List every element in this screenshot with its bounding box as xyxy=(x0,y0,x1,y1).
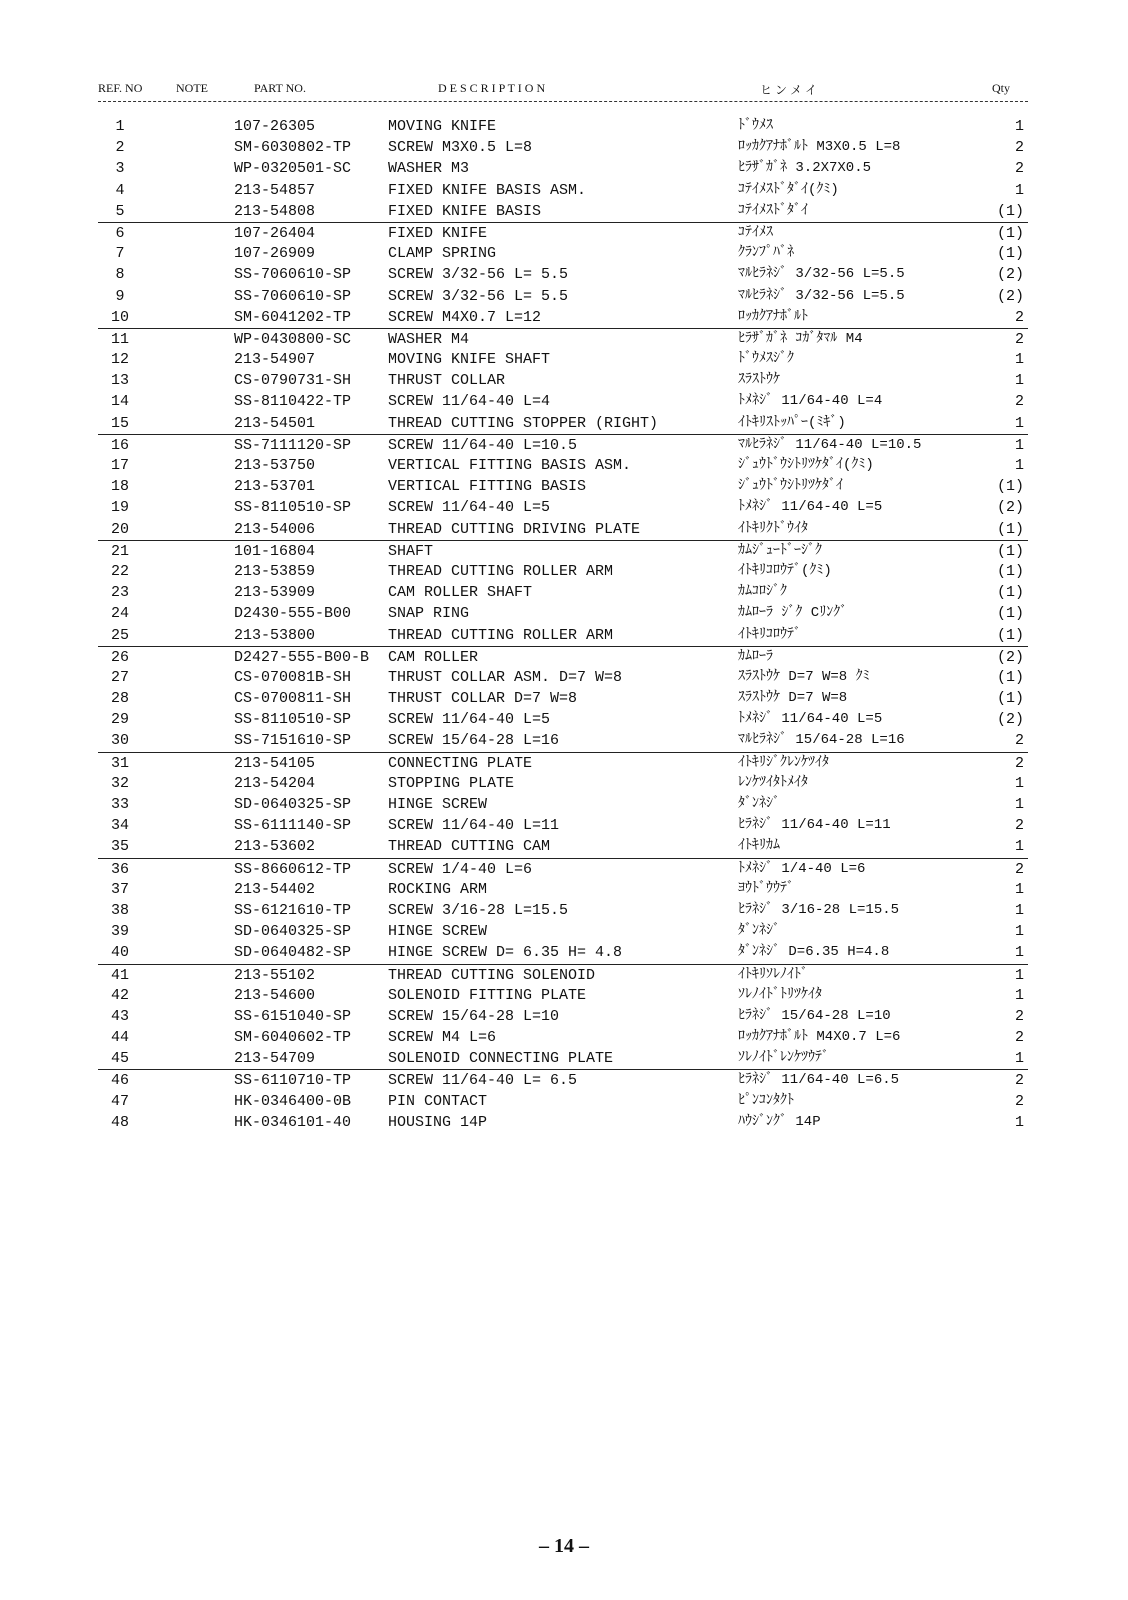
kana-name-cell: ｺﾃｲﾒｽﾄﾞﾀﾞｲ xyxy=(738,202,808,219)
kana-name-cell: ﾏﾙﾋﾗﾈｼﾞ 3/32-56 L=5.5 xyxy=(738,287,905,304)
table-row xyxy=(98,646,1028,667)
table-row xyxy=(98,201,1028,222)
qty-cell: (2) xyxy=(996,711,1024,729)
kana-name-cell: ｿﾚﾉｲﾄﾞﾚﾝｹﾂｳﾃﾞ xyxy=(738,1050,829,1067)
description-cell: WASHER M3 xyxy=(388,160,470,178)
table-row xyxy=(98,667,1028,688)
qty-cell: 2 xyxy=(1014,754,1024,772)
description-cell: THREAD CUTTING STOPPER (RIGHT) xyxy=(388,414,659,432)
qty-cell: (1) xyxy=(996,584,1024,602)
qty-cell: (1) xyxy=(996,245,1024,263)
qty-cell: 2 xyxy=(1014,1007,1024,1025)
qty-cell: 2 xyxy=(1014,1029,1024,1047)
description-cell: PIN CONTACT xyxy=(388,1092,488,1110)
part-no-cell: 213-53701 xyxy=(234,478,316,496)
qty-cell: 1 xyxy=(1014,774,1024,792)
part-no-cell: 213-53859 xyxy=(234,562,316,580)
kana-name-cell: ﾋﾗﾈｼﾞ 11/64-40 L=6.5 xyxy=(738,1072,900,1089)
part-no-cell: SS-8110510-SP xyxy=(234,499,352,517)
ref-no-cell: 5 xyxy=(115,202,125,220)
qty-cell: 2 xyxy=(1014,817,1024,835)
part-no-cell: HK-0346400-0B xyxy=(234,1092,352,1110)
description-cell: MOVING KNIFE SHAFT xyxy=(388,351,551,369)
part-no-cell: SM-6040602-TP xyxy=(234,1029,352,1047)
kana-name-cell: ｸﾗﾝﾌﾟﾊﾞﾈ xyxy=(738,245,794,262)
qty-cell: 2 xyxy=(1014,330,1024,348)
ref-no-cell: 14 xyxy=(110,393,129,411)
header-kana: ヒ ン メ イ xyxy=(760,83,818,97)
description-cell: CONNECTING PLATE xyxy=(388,754,533,772)
ref-no-cell: 34 xyxy=(110,817,129,835)
kana-name-cell: ﾄﾞｳﾒｽｼﾞｸ xyxy=(738,351,794,368)
ref-no-cell: 48 xyxy=(110,1113,129,1131)
table-row xyxy=(98,773,1028,794)
ref-no-cell: 1 xyxy=(115,118,125,135)
description-cell: SCREW 15/64-28 L=10 xyxy=(388,1007,560,1025)
parts-table xyxy=(98,116,1028,1133)
qty-cell: 1 xyxy=(1014,880,1024,898)
kana-name-cell: ﾀﾞﾝﾈｼﾞ xyxy=(738,923,780,940)
description-cell: SHAFT xyxy=(388,542,434,560)
table-row xyxy=(98,349,1028,370)
ref-no-cell: 12 xyxy=(110,351,129,369)
kana-name-cell: ｽﾗｽﾄｳｹ xyxy=(738,372,780,389)
kana-name-cell: ﾀﾞﾝﾈｼﾞ xyxy=(738,796,780,812)
part-no-cell: SS-7111120-SP xyxy=(234,436,352,454)
description-cell: HINGE SCREW xyxy=(388,923,488,941)
table-row xyxy=(98,455,1028,476)
ref-no-cell: 46 xyxy=(110,1072,129,1090)
table-row xyxy=(98,519,1028,540)
ref-no-cell: 40 xyxy=(110,944,129,962)
part-no-cell: 213-54857 xyxy=(234,181,316,199)
description-cell: CAM ROLLER xyxy=(388,648,479,666)
table-row xyxy=(98,497,1028,518)
qty-cell: 1 xyxy=(1014,923,1024,941)
ref-no-cell: 3 xyxy=(115,160,125,178)
part-no-cell: SS-6121610-TP xyxy=(234,901,352,919)
table-row xyxy=(98,413,1028,434)
kana-name-cell: ｽﾗｽﾄｳｹ D=7 W=8 ｸﾐ xyxy=(738,668,870,685)
header-note: NOTE xyxy=(176,81,208,95)
description-cell: SCREW 11/64-40 L= 6.5 xyxy=(388,1072,578,1090)
header-ref-no: REF. NO xyxy=(98,81,143,95)
table-row xyxy=(98,222,1028,243)
table-row xyxy=(98,752,1028,773)
part-no-cell: WP-0430800-SC xyxy=(234,330,352,348)
table-row xyxy=(98,158,1028,179)
table-row xyxy=(98,391,1028,412)
qty-cell: (2) xyxy=(996,499,1024,517)
ref-no-cell: 15 xyxy=(110,414,129,432)
description-cell: SCREW 11/64-40 L=5 xyxy=(388,499,551,517)
description-cell: VERTICAL FITTING BASIS xyxy=(388,478,587,496)
ref-no-cell: 11 xyxy=(110,330,129,348)
kana-name-cell: ﾛｯｶｸｱﾅﾎﾞﾙﾄ M4X0.7 L=6 xyxy=(738,1029,901,1046)
page-number: – 14 – xyxy=(539,1535,589,1557)
part-no-cell: 213-54808 xyxy=(234,202,316,220)
description-cell: FIXED KNIFE BASIS ASM. xyxy=(388,181,587,199)
qty-cell: 1 xyxy=(1014,118,1024,135)
qty-cell: 1 xyxy=(1014,944,1024,962)
header-qty: Qty xyxy=(992,81,1010,95)
qty-cell: (2) xyxy=(996,287,1024,305)
part-no-cell: D2427-555-B00-B xyxy=(234,648,370,666)
ref-no-cell: 30 xyxy=(110,732,129,750)
table-row xyxy=(98,603,1028,624)
header-part-no: PART NO. xyxy=(254,81,306,95)
ref-no-cell: 28 xyxy=(110,690,129,708)
kana-name-cell: ｶﾑﾛｰﾗ ｼﾞｸ Cﾘﾝｸﾞ xyxy=(738,605,848,622)
kana-name-cell: ﾚﾝｹﾂｲﾀﾄﾒｲﾀ xyxy=(738,774,808,791)
ref-no-cell: 20 xyxy=(110,520,129,538)
kana-name-cell: ﾋﾗﾈｼﾞ 15/64-28 L=10 xyxy=(738,1007,891,1024)
ref-no-cell: 33 xyxy=(110,796,129,813)
part-no-cell: 107-26305 xyxy=(234,118,316,135)
kana-name-cell: ｿﾚﾉｲﾄﾞﾄﾘﾂｹｲﾀ xyxy=(738,986,822,1003)
ref-no-cell: 45 xyxy=(110,1050,129,1068)
part-no-cell: 213-53750 xyxy=(234,457,316,474)
part-no-cell: 107-26404 xyxy=(234,224,316,242)
ref-no-cell: 26 xyxy=(110,648,129,666)
kana-name-cell: ﾛｯｶｸｱﾅﾎﾞﾙﾄ xyxy=(738,308,808,325)
table-row xyxy=(98,625,1028,646)
qty-cell: (1) xyxy=(996,626,1024,644)
table-row xyxy=(98,540,1028,561)
column-header xyxy=(98,79,1028,102)
description-cell: MOVING KNIFE xyxy=(388,118,497,135)
table-row xyxy=(98,942,1028,963)
kana-name-cell: ﾋﾗｻﾞｶﾞﾈ ｺｶﾞﾀﾏﾙ M4 xyxy=(738,330,863,347)
kana-name-cell: ﾏﾙﾋﾗﾈｼﾞ 15/64-28 L=16 xyxy=(738,732,905,749)
description-cell: HINGE SCREW D= 6.35 H= 4.8 xyxy=(388,944,623,962)
description-cell: SCREW 3/32-56 L= 5.5 xyxy=(388,287,569,305)
table-row xyxy=(98,1091,1028,1112)
part-no-cell: CS-0790731-SH xyxy=(234,372,352,390)
part-no-cell: 107-26909 xyxy=(234,245,316,263)
part-no-cell: CS-070081B-SH xyxy=(234,668,352,686)
kana-name-cell: ｲﾄｷﾘｶﾑ xyxy=(738,838,780,855)
qty-cell: 1 xyxy=(1014,181,1024,199)
part-no-cell: SS-6151040-SP xyxy=(234,1007,352,1025)
qty-cell: 1 xyxy=(1014,838,1024,856)
part-no-cell: SM-6041202-TP xyxy=(234,308,352,326)
table-row xyxy=(98,434,1028,455)
description-cell: SOLENOID CONNECTING PLATE xyxy=(388,1050,614,1068)
qty-cell: (1) xyxy=(996,478,1024,496)
header-description: D E S C R I P T I O N xyxy=(438,81,546,95)
ref-no-cell: 41 xyxy=(110,966,129,984)
description-cell: HOUSING 14P xyxy=(388,1113,488,1131)
ref-no-cell: 25 xyxy=(110,626,129,644)
ref-no-cell: 35 xyxy=(110,838,129,856)
ref-no-cell: 18 xyxy=(110,478,129,496)
kana-name-cell: ﾄﾒﾈｼﾞ 1/4-40 L=6 xyxy=(738,860,866,877)
table-row xyxy=(98,1048,1028,1069)
qty-cell: (1) xyxy=(996,605,1024,623)
table-row xyxy=(98,709,1028,730)
kana-name-cell: ﾖｳﾄﾞｳｳﾃﾞ xyxy=(738,880,794,897)
description-cell: THREAD CUTTING DRIVING PLATE xyxy=(388,520,641,538)
part-no-cell: SS-6111140-SP xyxy=(234,817,352,835)
kana-name-cell: ﾋﾗｻﾞｶﾞﾈ 3.2X7X0.5 xyxy=(738,160,872,177)
kana-name-cell: ﾄﾒﾈｼﾞ 11/64-40 L=5 xyxy=(738,499,883,516)
table-row xyxy=(98,328,1028,349)
part-no-cell: SD-0640325-SP xyxy=(234,796,352,813)
part-no-cell: SS-7060610-SP xyxy=(234,287,352,305)
kana-name-cell: ﾄﾒﾈｼﾞ 11/64-40 L=5 xyxy=(738,711,883,728)
qty-cell: (2) xyxy=(996,648,1024,666)
ref-no-cell: 2 xyxy=(115,139,125,157)
qty-cell: 1 xyxy=(1014,1113,1024,1131)
description-cell: SCREW M3X0.5 L=8 xyxy=(388,139,533,157)
kana-name-cell: ｶﾑｺﾛｼﾞｸ xyxy=(738,584,787,601)
description-cell: FIXED KNIFE xyxy=(388,224,488,242)
description-cell: CLAMP SPRING xyxy=(388,245,497,263)
part-no-cell: SS-8660612-TP xyxy=(234,860,352,878)
qty-cell: (1) xyxy=(996,690,1024,708)
ref-no-cell: 37 xyxy=(110,880,129,898)
qty-cell: (1) xyxy=(996,520,1024,538)
description-cell: SCREW 1/4-40 L=6 xyxy=(388,860,533,878)
description-cell: THREAD CUTTING SOLENOID xyxy=(388,966,596,984)
kana-name-cell: ﾋﾗﾈｼﾞ 11/64-40 L=11 xyxy=(738,817,891,834)
description-cell: THREAD CUTTING ROLLER ARM xyxy=(388,562,614,580)
ref-no-cell: 39 xyxy=(110,923,129,941)
table-row xyxy=(98,985,1028,1006)
ref-no-cell: 38 xyxy=(110,901,129,919)
description-cell: HINGE SCREW xyxy=(388,796,488,813)
qty-cell: 1 xyxy=(1014,986,1024,1004)
ref-no-cell: 31 xyxy=(110,754,129,772)
kana-name-cell: ﾄﾞｳﾒｽ xyxy=(738,118,773,134)
kana-name-cell: ｲﾄｷﾘｿﾚﾉｲﾄﾞ xyxy=(738,966,808,983)
ref-no-cell: 9 xyxy=(115,287,125,305)
kana-name-cell: ﾋﾗﾈｼﾞ 3/16-28 L=15.5 xyxy=(738,901,900,918)
kana-name-cell: ﾏﾙﾋﾗﾈｼﾞ 11/64-40 L=10.5 xyxy=(738,436,922,453)
part-no-cell: 213-53602 xyxy=(234,838,316,856)
description-cell: SCREW 11/64-40 L=11 xyxy=(388,817,560,835)
table-row xyxy=(98,582,1028,603)
part-no-cell: SS-8110510-SP xyxy=(234,711,352,729)
ref-no-cell: 42 xyxy=(110,986,129,1004)
description-cell: THRUST COLLAR xyxy=(388,372,506,390)
description-cell: THREAD CUTTING CAM xyxy=(388,838,551,856)
part-no-cell: 213-54006 xyxy=(234,520,316,538)
qty-cell: 1 xyxy=(1014,796,1024,813)
ref-no-cell: 13 xyxy=(110,372,129,390)
qty-cell: 2 xyxy=(1014,308,1024,326)
table-row xyxy=(98,964,1028,985)
qty-cell: 1 xyxy=(1014,351,1024,369)
table-row xyxy=(98,921,1028,942)
qty-cell: 1 xyxy=(1014,414,1024,432)
kana-name-cell: ﾏﾙﾋﾗﾈｼﾞ 3/32-56 L=5.5 xyxy=(738,266,905,283)
part-no-cell: 213-54105 xyxy=(234,754,316,772)
kana-name-cell: ｲﾄｷﾘｺﾛｳﾃﾞ xyxy=(738,626,801,643)
part-no-cell: 213-54600 xyxy=(234,986,316,1004)
ref-no-cell: 21 xyxy=(110,542,129,560)
part-no-cell: SD-0640482-SP xyxy=(234,944,352,962)
table-row xyxy=(98,1069,1028,1090)
qty-cell: (2) xyxy=(996,266,1024,284)
qty-cell: 2 xyxy=(1014,393,1024,411)
part-no-cell: 101-16804 xyxy=(234,542,316,560)
description-cell: THRUST COLLAR ASM. D=7 W=8 xyxy=(388,668,623,686)
ref-no-cell: 36 xyxy=(110,860,129,878)
part-no-cell: WP-0320501-SC xyxy=(234,160,352,178)
kana-name-cell: ﾊｳｼﾞﾝｸﾞ 14P xyxy=(738,1113,821,1130)
qty-cell: 2 xyxy=(1014,1072,1024,1090)
table-row xyxy=(98,836,1028,857)
ref-no-cell: 24 xyxy=(110,605,129,623)
table-row xyxy=(98,858,1028,879)
table-row xyxy=(98,561,1028,582)
table-row xyxy=(98,688,1028,709)
kana-name-cell: ｼﾞｭｳﾄﾞｳｼﾄﾘﾂｹﾀﾞｲ xyxy=(738,478,843,495)
kana-name-cell: ｲﾄｷﾘｼﾞｸﾚﾝｹﾂｲﾀ xyxy=(738,754,829,771)
table-row xyxy=(98,476,1028,497)
ref-no-cell: 32 xyxy=(110,774,129,792)
part-no-cell: SS-7151610-SP xyxy=(234,732,352,750)
ref-no-cell: 29 xyxy=(110,711,129,729)
table-row xyxy=(98,307,1028,328)
qty-cell: (1) xyxy=(996,668,1024,686)
table-row xyxy=(98,879,1028,900)
table-row xyxy=(98,815,1028,836)
kana-name-cell: ｶﾑﾛｰﾗ xyxy=(738,648,773,665)
kana-name-cell: ﾋﾟﾝｺﾝﾀｸﾄ xyxy=(738,1092,794,1109)
table-row xyxy=(98,286,1028,307)
ref-no-cell: 23 xyxy=(110,584,129,602)
table-row xyxy=(98,1112,1028,1133)
qty-cell: 2 xyxy=(1014,732,1024,750)
part-no-cell: SS-6110710-TP xyxy=(234,1072,352,1090)
description-cell: SCREW 3/16-28 L=15.5 xyxy=(388,901,569,919)
table-row xyxy=(98,794,1028,815)
qty-cell: 1 xyxy=(1014,1050,1024,1068)
part-no-cell: SS-7060610-SP xyxy=(234,266,352,284)
description-cell: SCREW 11/64-40 L=10.5 xyxy=(388,436,578,454)
ref-no-cell: 22 xyxy=(110,562,129,580)
table-row xyxy=(98,1006,1028,1027)
part-no-cell: 213-53800 xyxy=(234,626,316,644)
description-cell: SCREW 15/64-28 L=16 xyxy=(388,732,560,750)
ref-no-cell: 47 xyxy=(110,1092,129,1110)
qty-cell: 2 xyxy=(1014,139,1024,157)
table-row xyxy=(98,116,1028,137)
kana-name-cell: ｺﾃｲﾒｽﾄﾞﾀﾞｲ(ｸﾐ) xyxy=(738,181,839,198)
description-cell: CAM ROLLER SHAFT xyxy=(388,584,533,602)
kana-name-cell: ｲﾄｷﾘｺﾛｳﾃﾞ(ｸﾐ) xyxy=(738,562,832,579)
ref-no-cell: 4 xyxy=(115,181,125,199)
ref-no-cell: 6 xyxy=(115,224,125,242)
part-no-cell: 213-54501 xyxy=(234,414,316,432)
part-no-cell: 213-54204 xyxy=(234,774,316,792)
part-no-cell: 213-54907 xyxy=(234,351,316,369)
description-cell: VERTICAL FITTING BASIS ASM. xyxy=(388,457,632,474)
kana-name-cell: ｲﾄｷﾘｸﾄﾞｳｲﾀ xyxy=(738,520,808,537)
qty-cell: 2 xyxy=(1014,1092,1024,1110)
qty-cell: 1 xyxy=(1014,372,1024,390)
part-no-cell: 213-53909 xyxy=(234,584,316,602)
description-cell: WASHER M4 xyxy=(388,330,470,348)
kana-name-cell: ｺﾃｲﾒｽ xyxy=(738,224,773,241)
table-row xyxy=(98,730,1028,751)
description-cell: SCREW 11/64-40 L=4 xyxy=(388,393,551,411)
table-row xyxy=(98,900,1028,921)
part-no-cell: HK-0346101-40 xyxy=(234,1113,352,1131)
ref-no-cell: 27 xyxy=(110,668,129,686)
kana-name-cell: ﾛｯｶｸｱﾅﾎﾞﾙﾄ M3X0.5 L=8 xyxy=(738,139,901,156)
ref-no-cell: 44 xyxy=(110,1029,129,1047)
ref-no-cell: 10 xyxy=(110,308,129,326)
kana-name-cell: ｽﾗｽﾄｳｹ D=7 W=8 xyxy=(738,690,848,707)
description-cell: THREAD CUTTING ROLLER ARM xyxy=(388,626,614,644)
qty-cell: (1) xyxy=(996,542,1024,560)
table-row xyxy=(98,137,1028,158)
table-row xyxy=(98,370,1028,391)
qty-cell: 1 xyxy=(1014,457,1024,474)
description-cell: SCREW 11/64-40 L=5 xyxy=(388,711,551,729)
ref-no-cell: 16 xyxy=(110,436,129,454)
description-cell: THRUST COLLAR D=7 W=8 xyxy=(388,690,578,708)
qty-cell: (1) xyxy=(996,224,1024,242)
description-cell: SOLENOID FITTING PLATE xyxy=(388,986,587,1004)
ref-no-cell: 17 xyxy=(110,457,129,474)
kana-name-cell: ﾄﾒﾈｼﾞ 11/64-40 L=4 xyxy=(738,393,883,410)
description-cell: ROCKING ARM xyxy=(388,880,488,898)
part-no-cell: CS-0700811-SH xyxy=(234,690,352,708)
qty-cell: 2 xyxy=(1014,160,1024,178)
qty-cell: (1) xyxy=(996,202,1024,220)
part-no-cell: SM-6030802-TP xyxy=(234,139,352,157)
ref-no-cell: 19 xyxy=(110,499,129,517)
part-no-cell: 213-54709 xyxy=(234,1050,316,1068)
table-row xyxy=(98,264,1028,285)
description-cell: SCREW M4 L=6 xyxy=(388,1029,497,1047)
description-cell: SCREW M4X0.7 L=12 xyxy=(388,308,542,326)
description-cell: FIXED KNIFE BASIS xyxy=(388,202,542,220)
ref-no-cell: 8 xyxy=(115,266,125,284)
kana-name-cell: ﾀﾞﾝﾈｼﾞ D=6.35 H=4.8 xyxy=(738,944,890,961)
part-no-cell: SD-0640325-SP xyxy=(234,923,352,941)
qty-cell: 1 xyxy=(1014,966,1024,984)
qty-cell: 1 xyxy=(1014,436,1024,454)
qty-cell: 2 xyxy=(1014,860,1024,878)
table-row xyxy=(98,1027,1028,1048)
table-row xyxy=(98,243,1028,264)
description-cell: SCREW 3/32-56 L= 5.5 xyxy=(388,266,569,284)
qty-cell: (1) xyxy=(996,562,1024,580)
kana-name-cell: ｼﾞｭｳﾄﾞｳｼﾄﾘﾂｹﾀﾞｲ(ｸﾐ) xyxy=(738,457,874,473)
ref-no-cell: 7 xyxy=(115,245,125,263)
part-no-cell: SS-8110422-TP xyxy=(234,393,352,411)
part-no-cell: 213-54402 xyxy=(234,880,316,898)
qty-cell: 1 xyxy=(1014,901,1024,919)
part-no-cell: D2430-555-B00 xyxy=(234,605,352,623)
kana-name-cell: ｶﾑｼﾞｭｰﾄﾞｰｼﾞｸ xyxy=(738,542,822,559)
description-cell: SNAP RING xyxy=(388,605,470,623)
part-no-cell: 213-55102 xyxy=(234,966,316,984)
ref-no-cell: 43 xyxy=(110,1007,129,1025)
kana-name-cell: ｲﾄｷﾘｽﾄｯﾊﾟｰ(ﾐｷﾞ) xyxy=(738,414,846,431)
table-row xyxy=(98,180,1028,201)
description-cell: STOPPING PLATE xyxy=(388,774,515,792)
